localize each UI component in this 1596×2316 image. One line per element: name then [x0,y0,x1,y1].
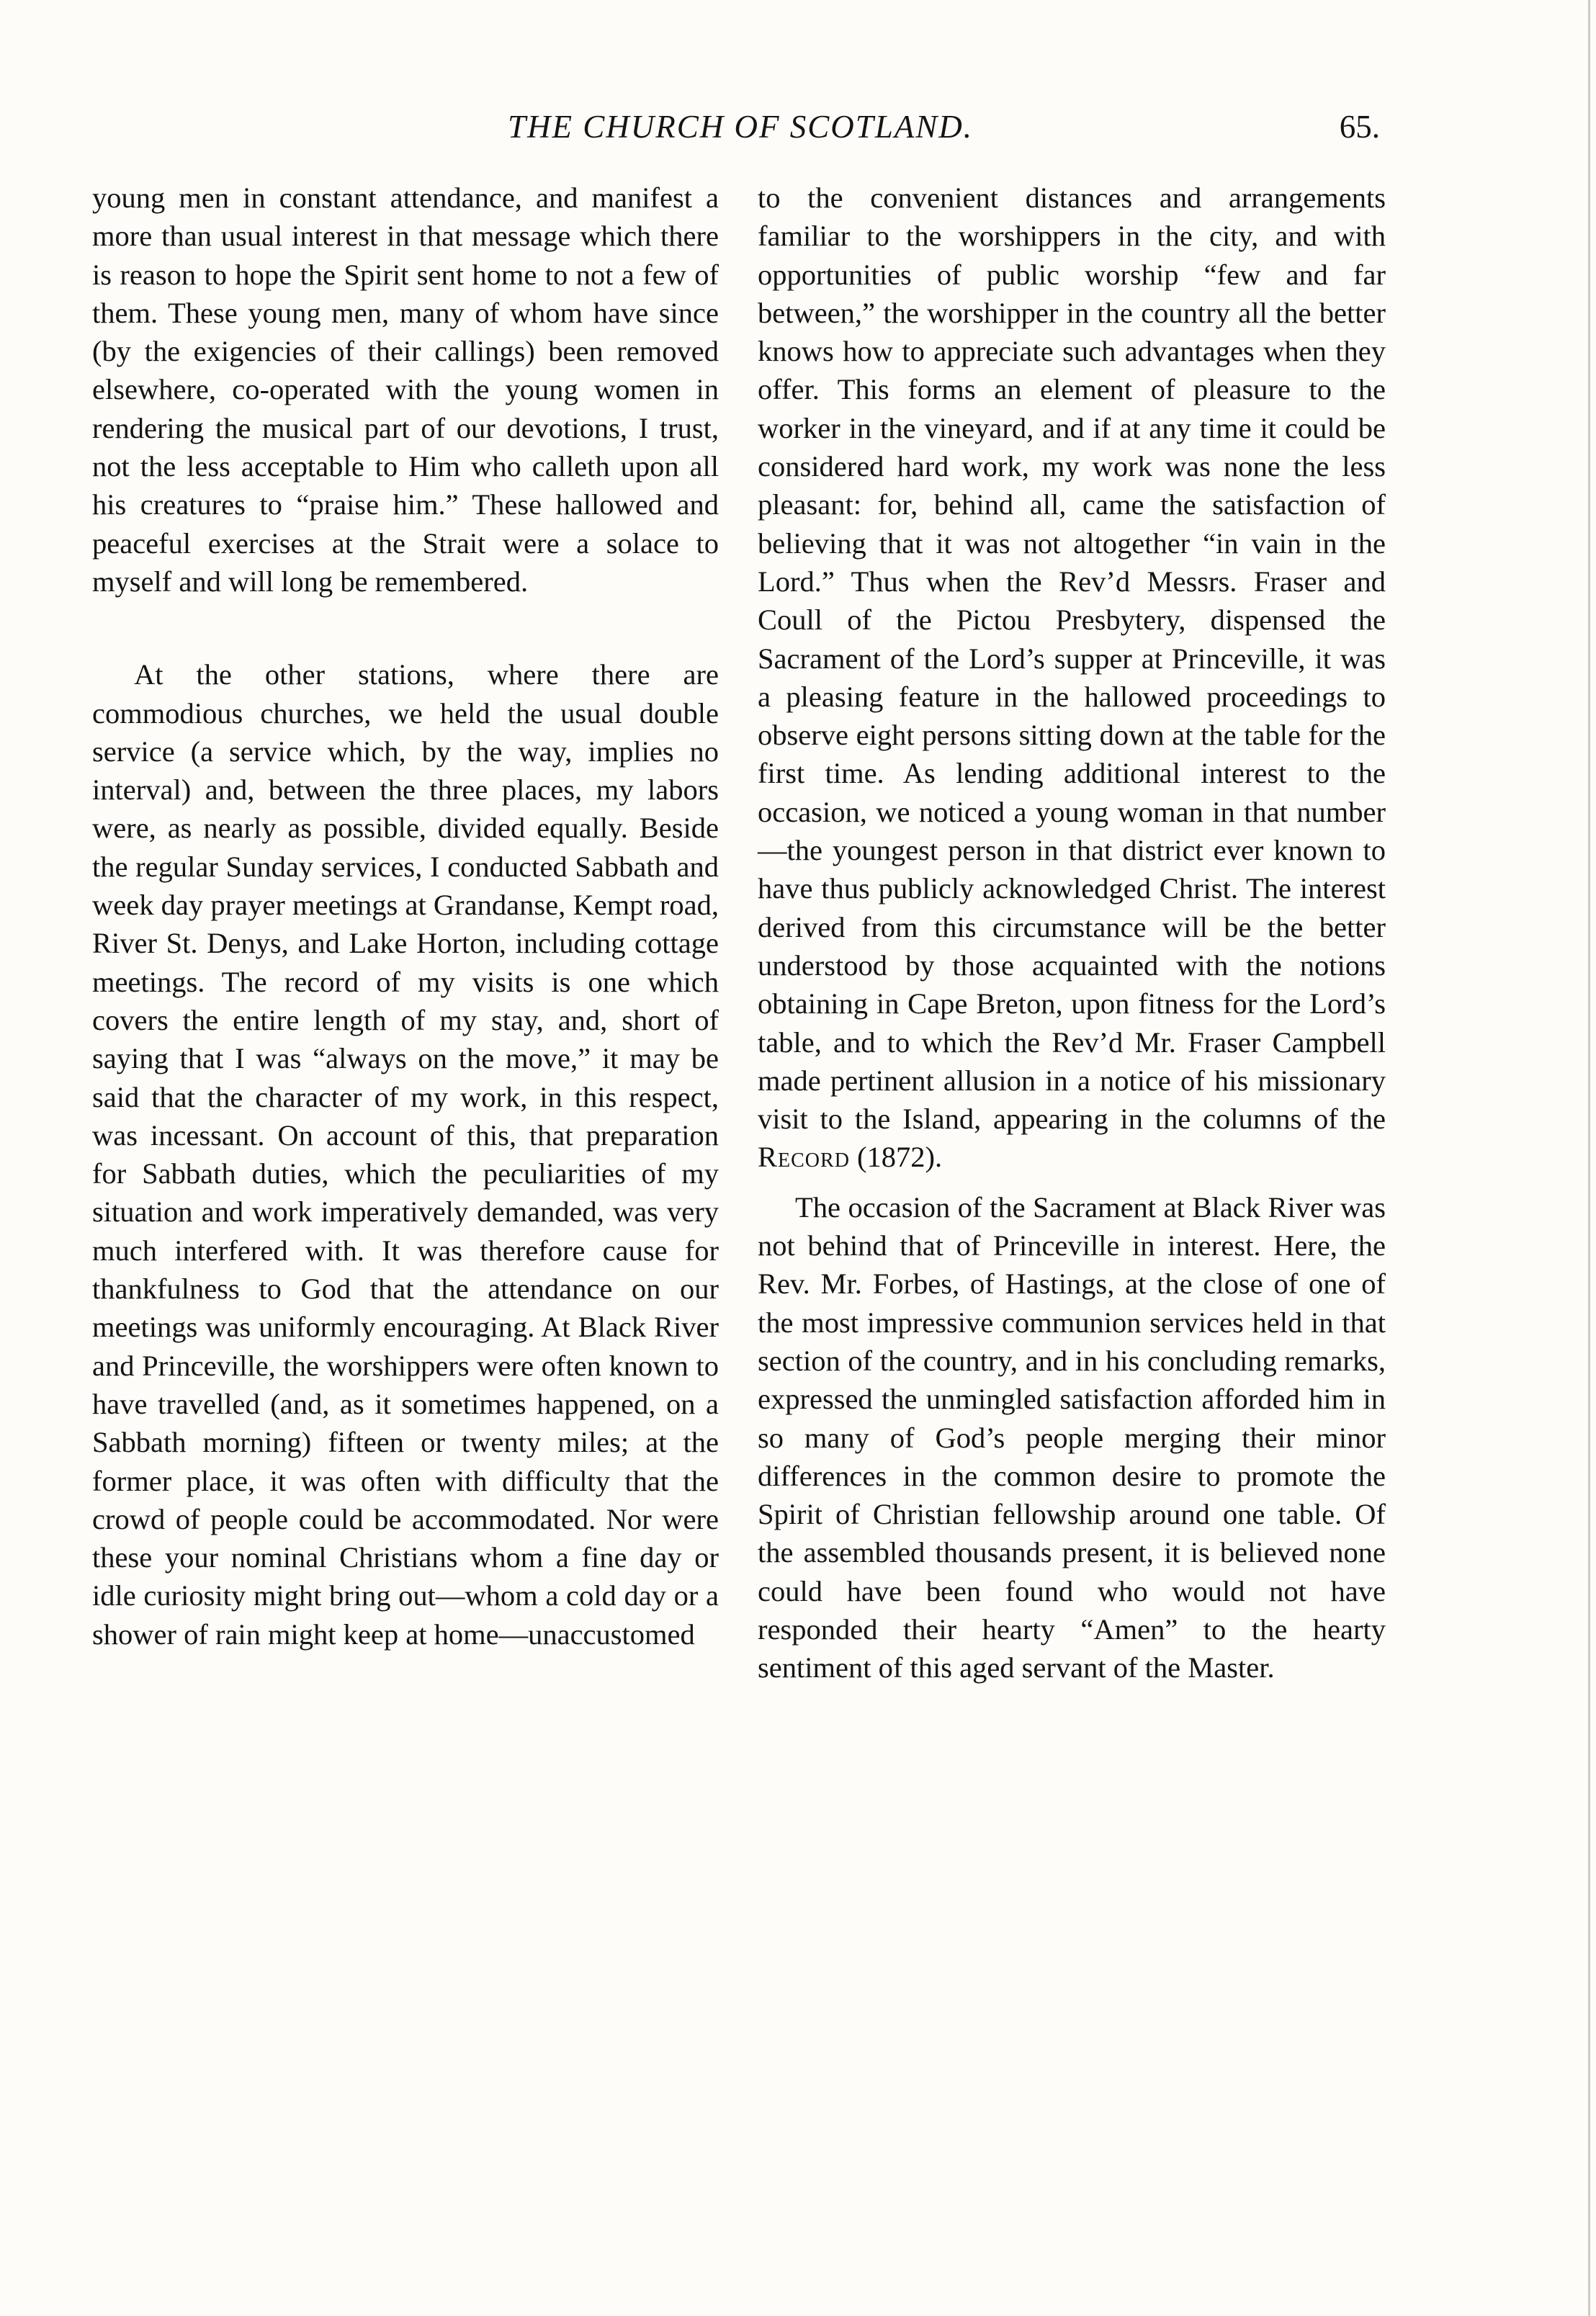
page-edge-line [1588,0,1590,2316]
right-paragraph-2: The occasion of the Sacrament at Black River was not behind that of Princeville in interest. Here, the Rev. Mr. Forbes, of Hastings, at the close of one of the most impressive communion services held in that section of the country, and in his concluding remarks, expressed the unmingled satisfaction afforded him in so many of God’s people merging their minor differences in the common desire to promote the Spirit of Christian fellowship around one table. Of the assembled thousands present, it is believed none could have been found who would not have responded their hearty “Amen” to the hearty sentiment of this aged servant of the Master. [758,1190,1386,1684]
right-paragraph-1-text: to the convenient distances and arrangements familiar to the worshippers in the city, and with opportunities of public worship “few and far between,” the worshipper in the country all the better knows how to appreciate such advantages when they offer. This forms an element of pleasure to the worker in the vineyard, and if at any time it could be considered hard work, my work was none the less pleasant: for, behind all, came the satisfaction of believing that it was not altogether “in vain in the Lord.” Thus when the Rev’d Messrs. Fraser and Coull of the Pictou Presbytery, dispensed the Sacrament of the Lord’s supper at Princeville, it was a pleasing feature in the hallowed proceedings to observe eight persons sitting down at the table for the first time. As lending additional interest to the occasion, we noticed a young woman in that number—the youngest person in that district ever known to have thus publicly acknowledged Christ. The interest derived from this circumstance will be the better understood by those acquainted with the notions obtaining in Cape Breton, upon fitness for the Lord’s table, and to which the Rev’d Mr. Fraser Campbell made pertinent allusion in a notice of his missionary visit to the Island, appearing in the columns of the [758,181,1386,1136]
right-paragraph-1 [758,179,1386,1177]
right-paragraph-1-end: (1872). [849,1141,943,1174]
left-paragraph-1: young men in constant attendance, and manifest a more than usual interest in that message which there is reason to hope the Spirit sent home to not a few of them. These young men, many of whom have since (by the exigencies of their callings) been removed elsewhere, co-operated with the young women in rendering the musical part of our devotions, I trust, not the less acceptable to Him who calleth upon all his creatures to “praise him.” These hallowed and peaceful exercises at the Strait were a solace to myself and will long be remembered. [92,181,719,598]
record-small-caps: Record [758,1141,850,1174]
right-column [758,179,1386,1687]
running-title: THE CHURCH OF SCOTLAND. [507,109,974,145]
page-header [101,105,1380,148]
page-number: 65. [1339,109,1380,145]
left-column [92,179,719,1653]
left-paragraph-2: At the other stations, where there are commodious churches, we held the usual double service (a service which, by the way, implies no interval) and, between the three places, my labors were, as nearly as possible, divided equally. Beside the regular Sunday services, I conducted Sabbath and week day prayer meetings at Grandanse, Kempt road, River St. Denys, and Lake Horton, including cottage meetings. The record of my visits is one which covers the entire length of my stay, and, short of saying that I was “always on the move,” it may be said that the character of my work, in this respect, was incessant. On account of this, that preparation for Sabbath duties, which the peculiarities of my situation and work imperatively demanded, was very much interfered with. It was therefore cause for thankfulness to God that the attendance on our meetings was uniformly encouraging. At Black River and Princeville, the worshippers were often known to have travelled (and, as it sometimes happened, on a Sabbath morning) fifteen or twenty miles; at the former place, it was often with difficulty that the crowd of people could be accommodated. Nor were these your nominal Christians whom a fine day or idle curiosity might bring out—whom a cold day or a shower of rain might keep at home—unaccustomed [92,658,719,1651]
